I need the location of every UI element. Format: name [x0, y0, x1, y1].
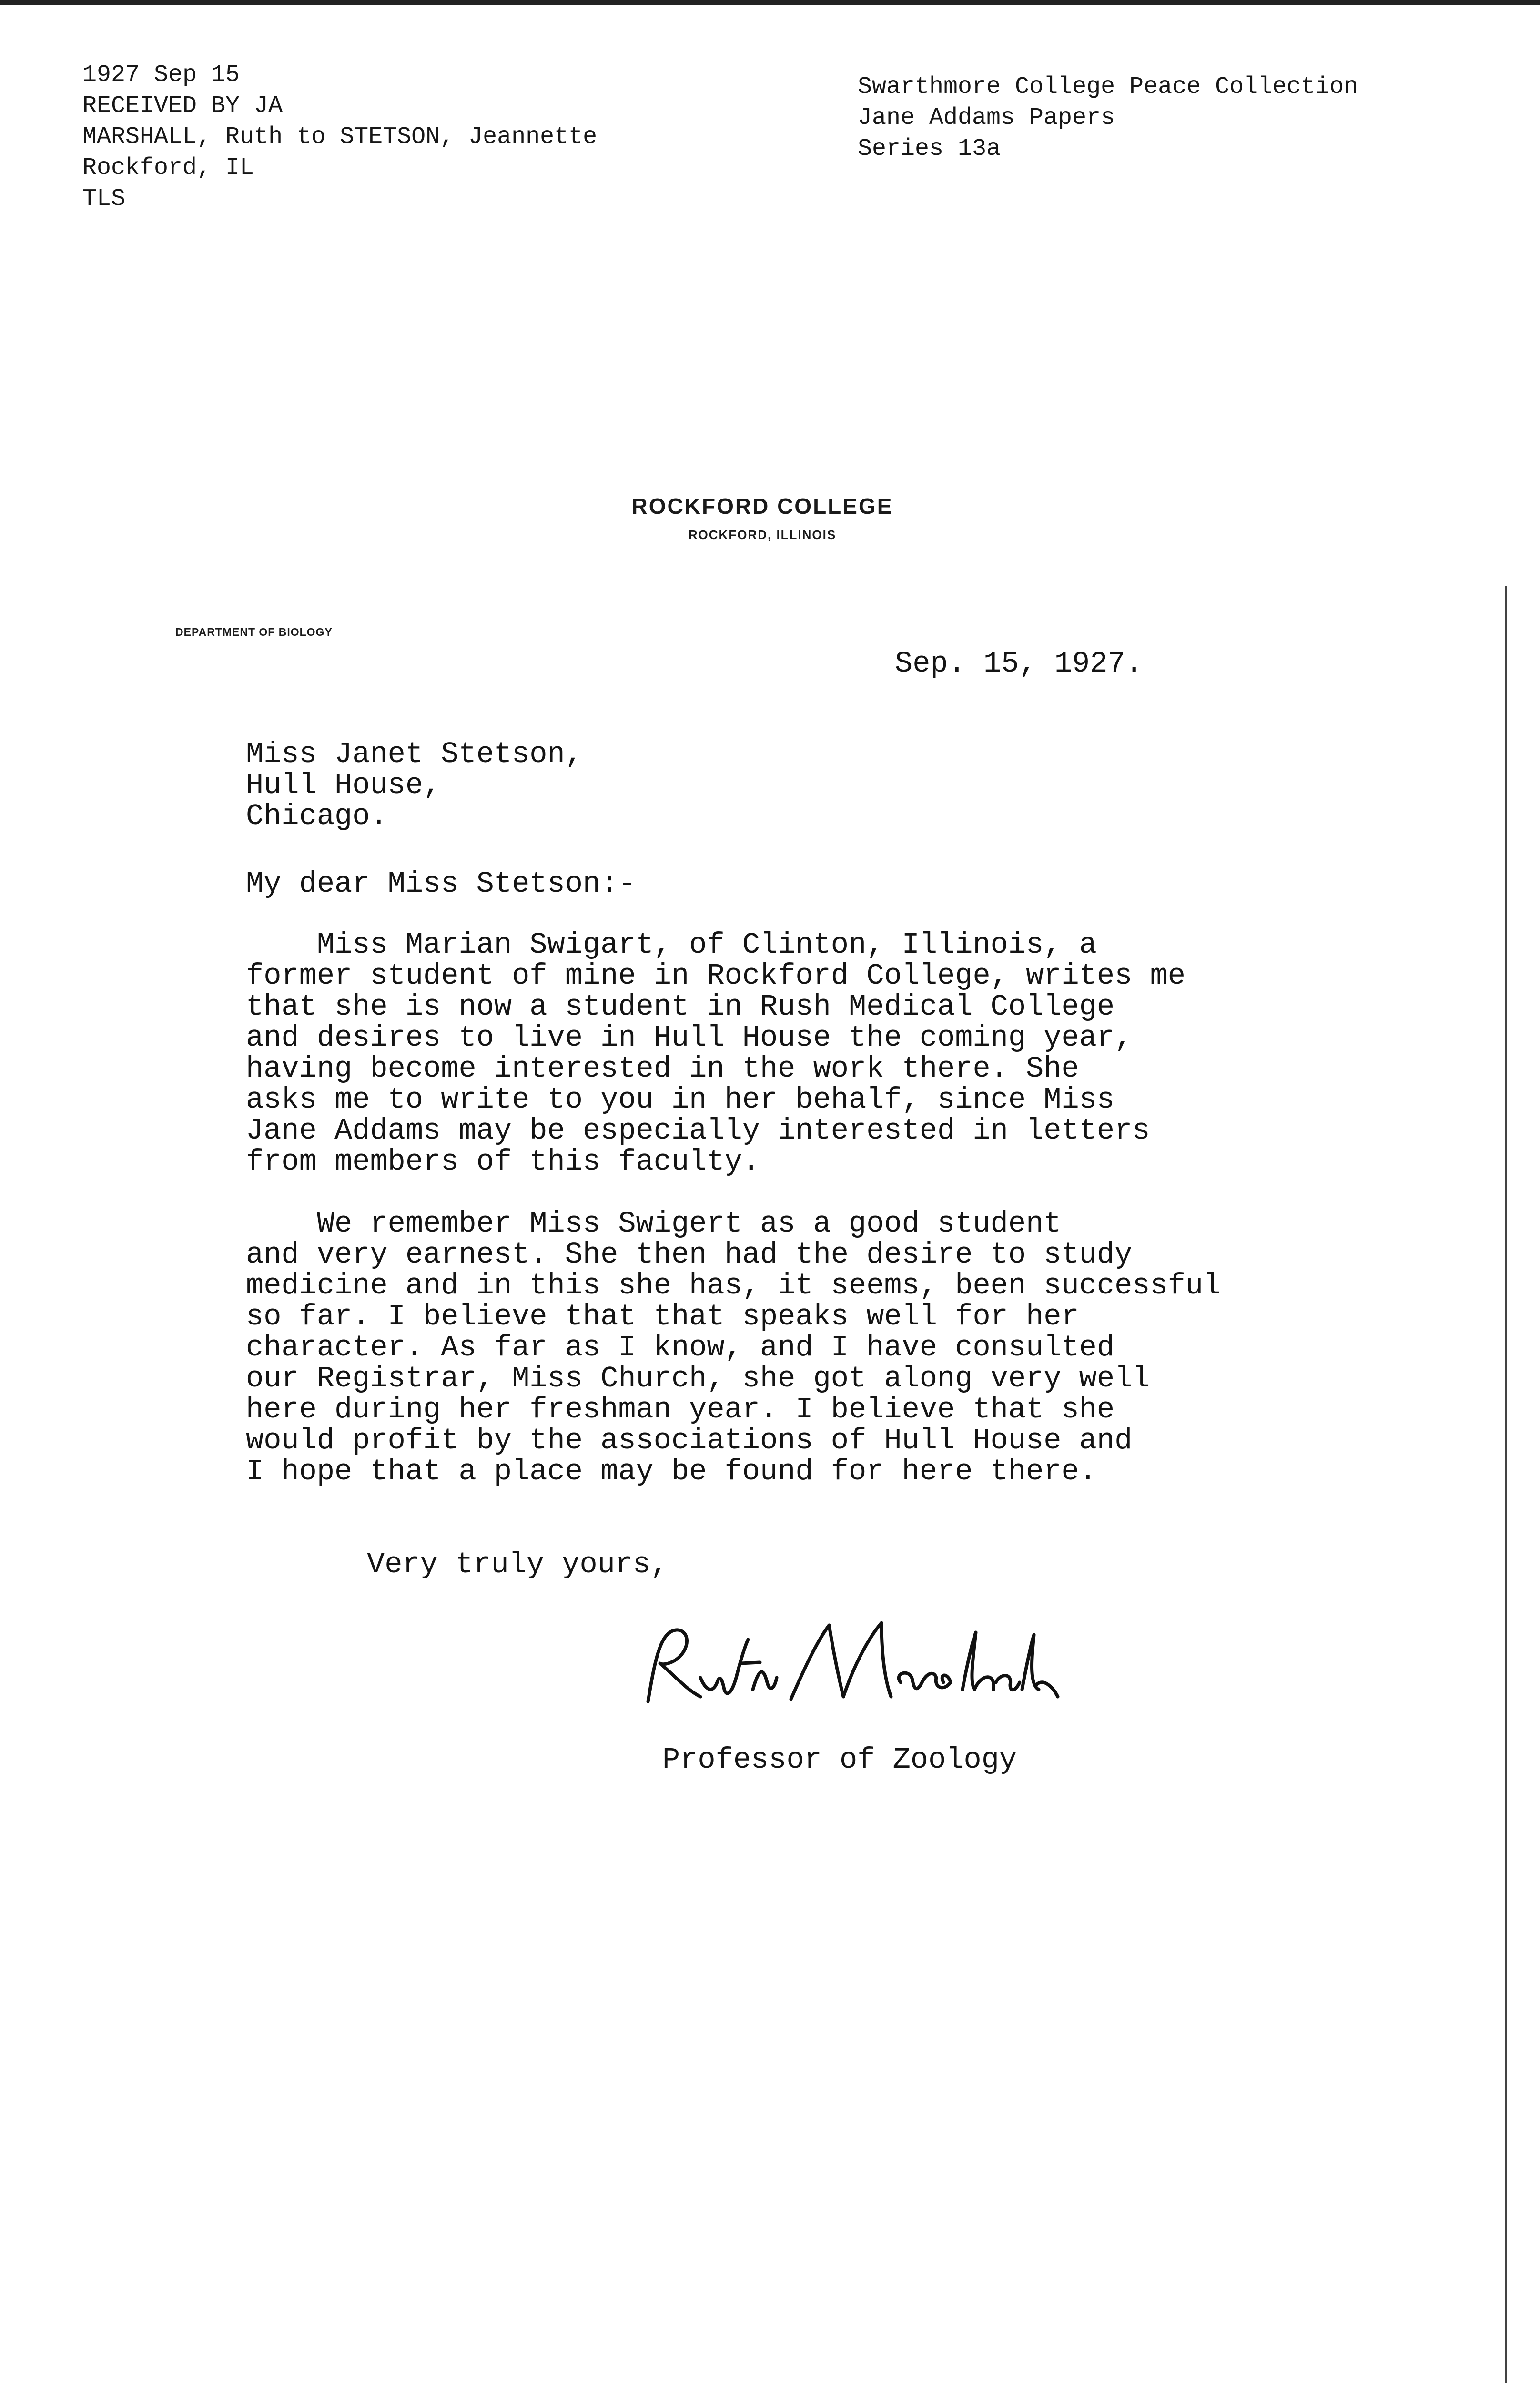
salutation: My dear Miss Stetson:- [246, 867, 636, 901]
archive-metadata-line: 1927 Sep 15 [82, 61, 240, 89]
archive-metadata-line: RECEIVED BY JA [82, 92, 283, 120]
closing: Very truly yours, [367, 1548, 669, 1581]
collection-label-line: Swarthmore College Peace Collection [858, 73, 1358, 101]
signer-title: Professor of Zoology [662, 1743, 1017, 1777]
archive-metadata-line: TLS [82, 185, 126, 213]
collection-label-line: Jane Addams Papers [858, 104, 1115, 132]
archive-metadata [82, 60, 597, 214]
collection-label [858, 71, 1358, 164]
collection-label-line: Series 13a [858, 135, 1001, 163]
body-paragraph: Miss Marian Swigart, of Clinton, Illinois, a former student of mine in Rockford College, writes me that she is now a student in Rush Medical College and desires to live in Hull House the coming year, having become interested in the work there. She asks me to write to you in her behalf, since Miss Jane Addams may be especially interested in letters from members of this faculty. [246, 928, 1185, 1179]
archive-metadata-line: Rockford, IL [82, 154, 254, 182]
letterhead [610, 493, 915, 542]
handwritten-signature [634, 1606, 1063, 1721]
archive-metadata-line: MARSHALL, Ruth to STETSON, Jeannette [82, 123, 598, 151]
letter-date: Sep. 15, 1927. [895, 647, 1143, 681]
letterhead-college-name: ROCKFORD COLLEGE [631, 494, 893, 519]
letterhead-city: ROCKFORD, ILLINOIS [688, 528, 837, 542]
scan-right-edge [1505, 586, 1540, 2383]
body-paragraph: We remember Miss Swigert as a good student and very earnest. She then had the desire to study medicine and in this she has, it seems, been successful so far. I believe that that speaks well for her character. As far as I know, and I have consulted our Registrar, Miss Church, she got along very well here during her freshman year. I believe that she would profit by the associations of Hull House and I hope that a place may be found for here there. [246, 1207, 1221, 1488]
recipient-address: Miss Janet Stetson, Hull House, Chicago. [246, 737, 583, 833]
scan-top-edge [0, 0, 1540, 5]
department-label: DEPARTMENT OF BIOLOGY [175, 626, 333, 638]
